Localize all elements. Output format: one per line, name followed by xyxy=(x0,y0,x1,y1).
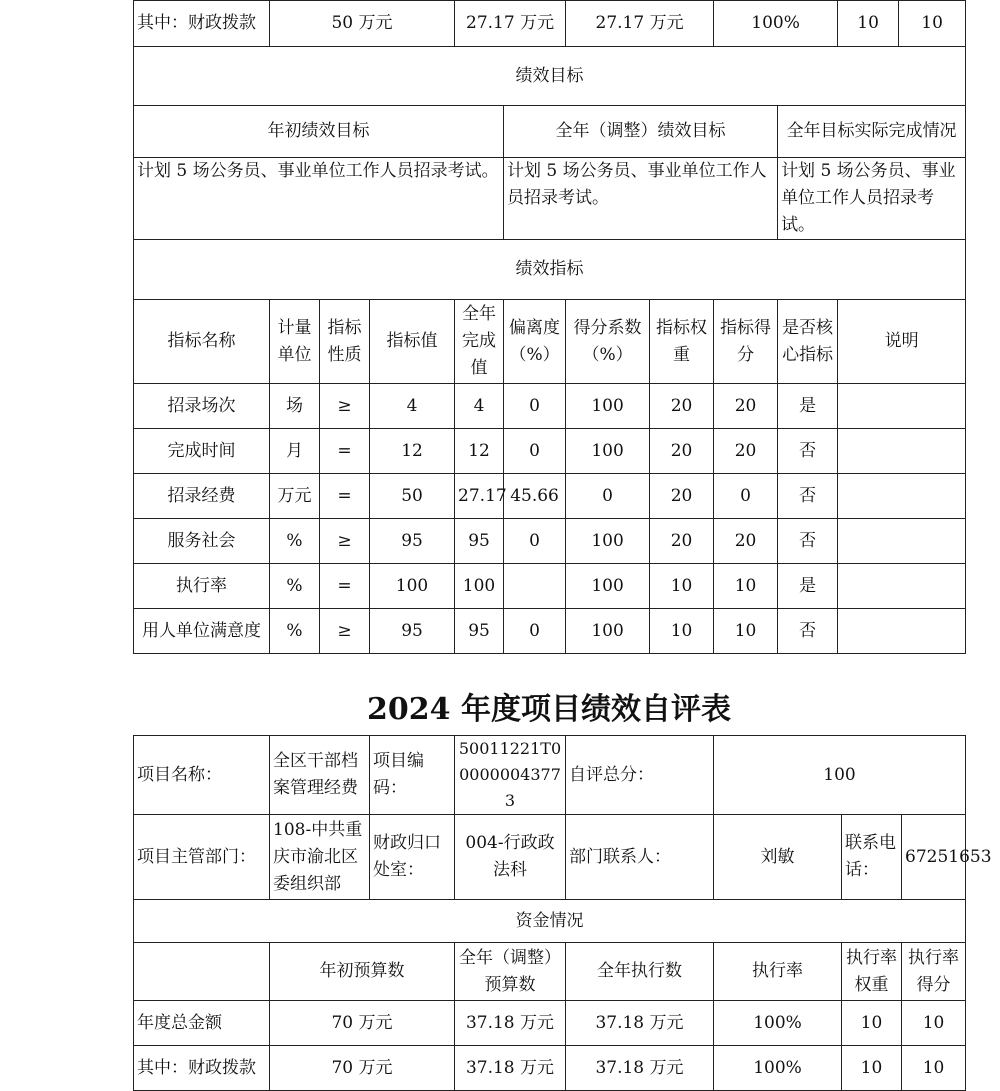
self-score: 100 xyxy=(714,736,966,815)
indicator-name: 服务社会 xyxy=(134,519,270,564)
indicator-target: 95 xyxy=(370,609,455,654)
indicator-weight: 20 xyxy=(650,474,714,519)
fund-row xyxy=(134,1046,966,1091)
col-score: 指标得分 xyxy=(714,300,778,384)
goal-adjusted: 计划 5 场公务员、事业单位工作人员招录考试。 xyxy=(504,158,778,240)
fund-budget: 50 万元 xyxy=(270,1,455,47)
indicator-note xyxy=(838,384,966,429)
indicator-target: 100 xyxy=(370,564,455,609)
fund-budget: 70 万元 xyxy=(270,1001,455,1046)
fund-executed: 27.17 万元 xyxy=(566,1,714,47)
goals-header: 绩效目标 xyxy=(134,47,966,106)
fund-row-fiscal xyxy=(134,1,966,47)
project-code-label: 项目编码： xyxy=(370,736,455,815)
indicator-score: 10 xyxy=(714,609,778,654)
fund-label: 其中：财政拨款 xyxy=(134,1,270,47)
fund-col-budget: 年初预算数 xyxy=(270,943,455,1001)
fund-rate: 100% xyxy=(714,1001,842,1046)
indicator-weight: 20 xyxy=(650,519,714,564)
fund-rate: 100% xyxy=(714,1,838,47)
project-name: 全区干部档案管理经费 xyxy=(270,736,370,815)
col-weight: 指标权重 xyxy=(650,300,714,384)
indicator-actual: 12 xyxy=(455,429,504,474)
indicator-actual: 95 xyxy=(455,609,504,654)
col-note: 说明 xyxy=(838,300,966,384)
project-info-row-2 xyxy=(134,815,966,900)
fund-score: 10 xyxy=(902,1001,966,1046)
dept: 108-中共重庆市渝北区委组织部 xyxy=(270,815,370,900)
fund-adjusted: 37.18 万元 xyxy=(455,1046,566,1091)
indicator-nature: = xyxy=(320,564,370,609)
project-name-label: 项目名称： xyxy=(134,736,270,815)
dept-label: 项目主管部门： xyxy=(134,815,270,900)
indicator-note xyxy=(838,519,966,564)
indicator-target: 12 xyxy=(370,429,455,474)
indicator-weight: 10 xyxy=(650,564,714,609)
project-info-row-1 xyxy=(134,736,966,815)
indicator-coef: 100 xyxy=(566,384,650,429)
indicator-nature: ≥ xyxy=(320,609,370,654)
goal-initial: 计划 5 场公务员、事业单位工作人员招录考试。 xyxy=(134,158,504,240)
goal-actual: 计划 5 场公务员、事业单位工作人员招录考试。 xyxy=(778,158,966,240)
indicator-score: 20 xyxy=(714,519,778,564)
indicator-target: 50 xyxy=(370,474,455,519)
col-indicator-name: 指标名称 xyxy=(134,300,270,384)
phone: 67251653 xyxy=(902,815,966,900)
indicator-note xyxy=(838,564,966,609)
col-coef: 得分系数（%） xyxy=(566,300,650,384)
indicator-unit: 万元 xyxy=(270,474,320,519)
fund-budget: 70 万元 xyxy=(270,1046,455,1091)
col-unit: 计量单位 xyxy=(270,300,320,384)
col-target: 指标值 xyxy=(370,300,455,384)
fund-column-headers xyxy=(134,943,966,1001)
fund-col-executed: 全年执行数 xyxy=(566,943,714,1001)
contact: 刘敏 xyxy=(714,815,842,900)
goal-header-adjusted: 全年（调整）绩效目标 xyxy=(504,106,778,158)
indicator-target: 4 xyxy=(370,384,455,429)
col-actual: 全年完成值 xyxy=(455,300,504,384)
indicator-name: 招录场次 xyxy=(134,384,270,429)
fund-col-empty xyxy=(134,943,270,1001)
indicator-target: 95 xyxy=(370,519,455,564)
fund-label: 其中：财政拨款 xyxy=(134,1046,270,1091)
fund-score: 10 xyxy=(902,1046,966,1091)
indicator-unit: 场 xyxy=(270,384,320,429)
fund-row xyxy=(134,1001,966,1046)
indicator-deviation: 0 xyxy=(504,519,566,564)
indicator-score: 10 xyxy=(714,564,778,609)
indicator-nature: = xyxy=(320,474,370,519)
indicator-score: 20 xyxy=(714,429,778,474)
indicator-name: 用人单位满意度 xyxy=(134,609,270,654)
fund-executed: 37.18 万元 xyxy=(566,1046,714,1091)
indicator-score: 0 xyxy=(714,474,778,519)
indicator-row xyxy=(134,429,966,474)
indicator-unit: % xyxy=(270,519,320,564)
project-self-evaluation-table xyxy=(133,735,992,1091)
fund-weight: 10 xyxy=(842,1046,902,1091)
indicator-core: 否 xyxy=(778,519,838,564)
indicator-coef: 100 xyxy=(566,609,650,654)
fund-rate: 100% xyxy=(714,1046,842,1091)
goal-header-initial: 年初绩效目标 xyxy=(134,106,504,158)
indicator-deviation xyxy=(504,564,566,609)
indicator-name: 招录经费 xyxy=(134,474,270,519)
page-title: 2024 年度项目绩效自评表 xyxy=(367,692,731,727)
indicator-coef: 100 xyxy=(566,564,650,609)
indicator-actual: 27.17 xyxy=(455,474,504,519)
indicator-deviation: 45.66 xyxy=(504,474,566,519)
indicator-actual: 95 xyxy=(455,519,504,564)
indicator-coef: 0 xyxy=(566,474,650,519)
indicators-header: 绩效指标 xyxy=(134,240,966,300)
fin-office-label: 财政归口处室： xyxy=(370,815,455,900)
contact-label: 部门联系人： xyxy=(566,815,714,900)
indicator-core: 否 xyxy=(778,609,838,654)
indicator-column-headers xyxy=(134,300,966,384)
fund-col-rate: 执行率 xyxy=(714,943,842,1001)
indicator-core: 是 xyxy=(778,564,838,609)
col-deviation: 偏离度（%） xyxy=(504,300,566,384)
fund-executed: 37.18 万元 xyxy=(566,1001,714,1046)
fund-col-weight: 执行率权重 xyxy=(842,943,902,1001)
indicator-row xyxy=(134,564,966,609)
indicator-actual: 100 xyxy=(455,564,504,609)
col-nature: 指标性质 xyxy=(320,300,370,384)
indicator-unit: % xyxy=(270,609,320,654)
fund-weight xyxy=(838,1,966,47)
indicator-weight: 20 xyxy=(650,384,714,429)
fund-label: 年度总金额 xyxy=(134,1001,270,1046)
indicator-unit: 月 xyxy=(270,429,320,474)
phone-label: 联系电话： xyxy=(842,815,902,900)
col-core: 是否核心指标 xyxy=(778,300,838,384)
indicator-name: 完成时间 xyxy=(134,429,270,474)
indicator-row xyxy=(134,519,966,564)
indicator-note xyxy=(838,474,966,519)
funds-header: 资金情况 xyxy=(134,900,966,943)
fund-weight-value: 10 xyxy=(857,13,879,33)
indicator-note xyxy=(838,609,966,654)
indicator-row xyxy=(134,384,966,429)
indicator-row xyxy=(134,609,966,654)
indicator-deviation: 0 xyxy=(504,429,566,474)
indicator-note xyxy=(838,429,966,474)
indicator-nature: ≥ xyxy=(320,519,370,564)
indicator-weight: 20 xyxy=(650,429,714,474)
indicator-nature: = xyxy=(320,429,370,474)
indicator-unit: % xyxy=(270,564,320,609)
fund-adjusted: 37.18 万元 xyxy=(455,1001,566,1046)
project-code: 50011221T000000043773 xyxy=(455,736,566,815)
fin-office: 004-行政政法科 xyxy=(455,815,566,900)
indicator-name: 执行率 xyxy=(134,564,270,609)
indicator-weight: 10 xyxy=(650,609,714,654)
fund-score-value: 10 xyxy=(921,13,943,33)
goal-header-actual: 全年目标实际完成情况 xyxy=(778,106,966,158)
indicator-score: 20 xyxy=(714,384,778,429)
performance-table-continued xyxy=(133,0,966,654)
fund-weight: 10 xyxy=(842,1001,902,1046)
indicator-coef: 100 xyxy=(566,519,650,564)
indicator-row xyxy=(134,474,966,519)
indicator-nature: ≥ xyxy=(320,384,370,429)
fund-col-adjusted: 全年（调整）预算数 xyxy=(455,943,566,1001)
indicator-core: 是 xyxy=(778,384,838,429)
indicator-deviation: 0 xyxy=(504,609,566,654)
indicator-actual: 4 xyxy=(455,384,504,429)
indicator-core: 否 xyxy=(778,474,838,519)
indicator-coef: 100 xyxy=(566,429,650,474)
indicator-core: 否 xyxy=(778,429,838,474)
fund-adjusted: 27.17 万元 xyxy=(455,1,566,47)
fund-col-score: 执行率得分 xyxy=(902,943,966,1001)
indicator-deviation: 0 xyxy=(504,384,566,429)
self-score-label: 自评总分： xyxy=(566,736,714,815)
